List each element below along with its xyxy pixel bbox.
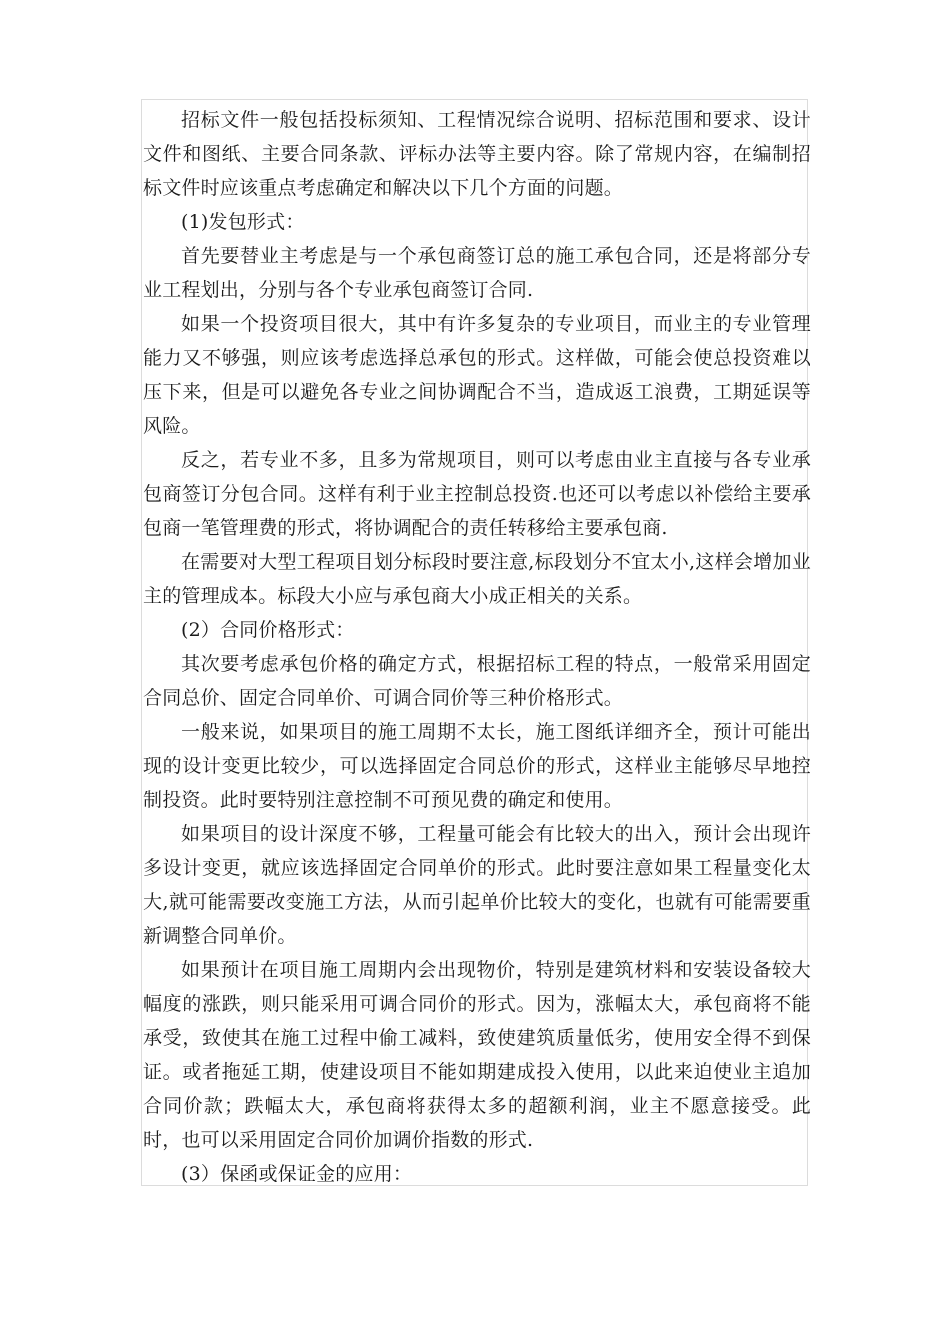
paragraph-bid-sections: 在需要对大型工程项目划分标段时要注意,标段划分不宜太小,这样会增加业主的管理成本。标段大小应与承包商大小成正相关的关系。 bbox=[143, 551, 811, 607]
heading-guarantee: (3）保函或保证金的应用： bbox=[181, 1163, 413, 1185]
paragraph-intro: 招标文件一般包括投标须知、工程情况综合说明、招标范围和要求、设计文件和图纸、主要合同条款、评标办法等主要内容。除了常规内容，在编制招标文件时应该重点考虑确定和解决以下几个方面的问题。 bbox=[143, 109, 811, 199]
heading-price-form: (2）合同价格形式： bbox=[181, 619, 355, 641]
paragraph-fixed-unit-price: 如果项目的设计深度不够，工程量可能会有比较大的出入，预计会出现许多设计变更，就应该选择固定合同单价的形式。此时要注意如果工程量变化太大,就可能需要改变施工方法，从而引起单价比较大的变化，也就有可能需要重新调整合同单价。 bbox=[143, 823, 811, 947]
paragraph-price-methods: 其次要考虑承包价格的确定方式，根据招标工程的特点，一般常采用固定合同总价、固定合同单价、可调合同价等三种价格形式。 bbox=[143, 653, 811, 709]
paragraph-fixed-total-price: 一般来说，如果项目的施工周期不太长，施工图纸详细齐全，预计可能出现的设计变更比较少，可以选择固定合同总价的形式，这样业主能够尽早地控制投资。此时要特别注意控制不可预见费的确定和使用。 bbox=[143, 721, 811, 811]
document-body bbox=[143, 103, 811, 1191]
paragraph-general-contracting: 如果一个投资项目很大，其中有许多复杂的专业项目，而业主的专业管理能力又不够强，则应该考虑选择总承包的形式。这样做，可能会使总投资难以压下来，但是可以避免各专业之间协调配合不当，造成返工浪费，工期延误等风险。 bbox=[143, 313, 811, 437]
heading-contract-form: (1)发包形式： bbox=[181, 211, 305, 233]
paragraph-contract-choice: 首先要替业主考虑是与一个承包商签订总的施工承包合同，还是将部分专业工程划出，分别与各个专业承包商签订合同. bbox=[143, 245, 811, 301]
paragraph-adjustable-price: 如果预计在项目施工周期内会出现物价，特别是建筑材料和安装设备较大幅度的涨跌，则只能采用可调合同价的形式。因为，涨幅太大，承包商将不能承受，致使其在施工过程中偷工减料，致使建筑质量低劣，使用安全得不到保证。或者拖延工期，使建设项目不能如期建成投入使用，以此来迫使业主追加合同价款；跌幅太大，承包商将获得太多的超额利润，业主不愿意接受。此时，也可以采用固定合同价加调价指数的形式. bbox=[143, 959, 811, 1151]
paragraph-subcontracting: 反之，若专业不多，且多为常规项目，则可以考虑由业主直接与各专业承包商签订分包合同。这样有利于业主控制总投资.也还可以考虑以补偿给主要承包商一笔管理费的形式，将协调配合的责任转移给主要承包商. bbox=[143, 449, 811, 539]
